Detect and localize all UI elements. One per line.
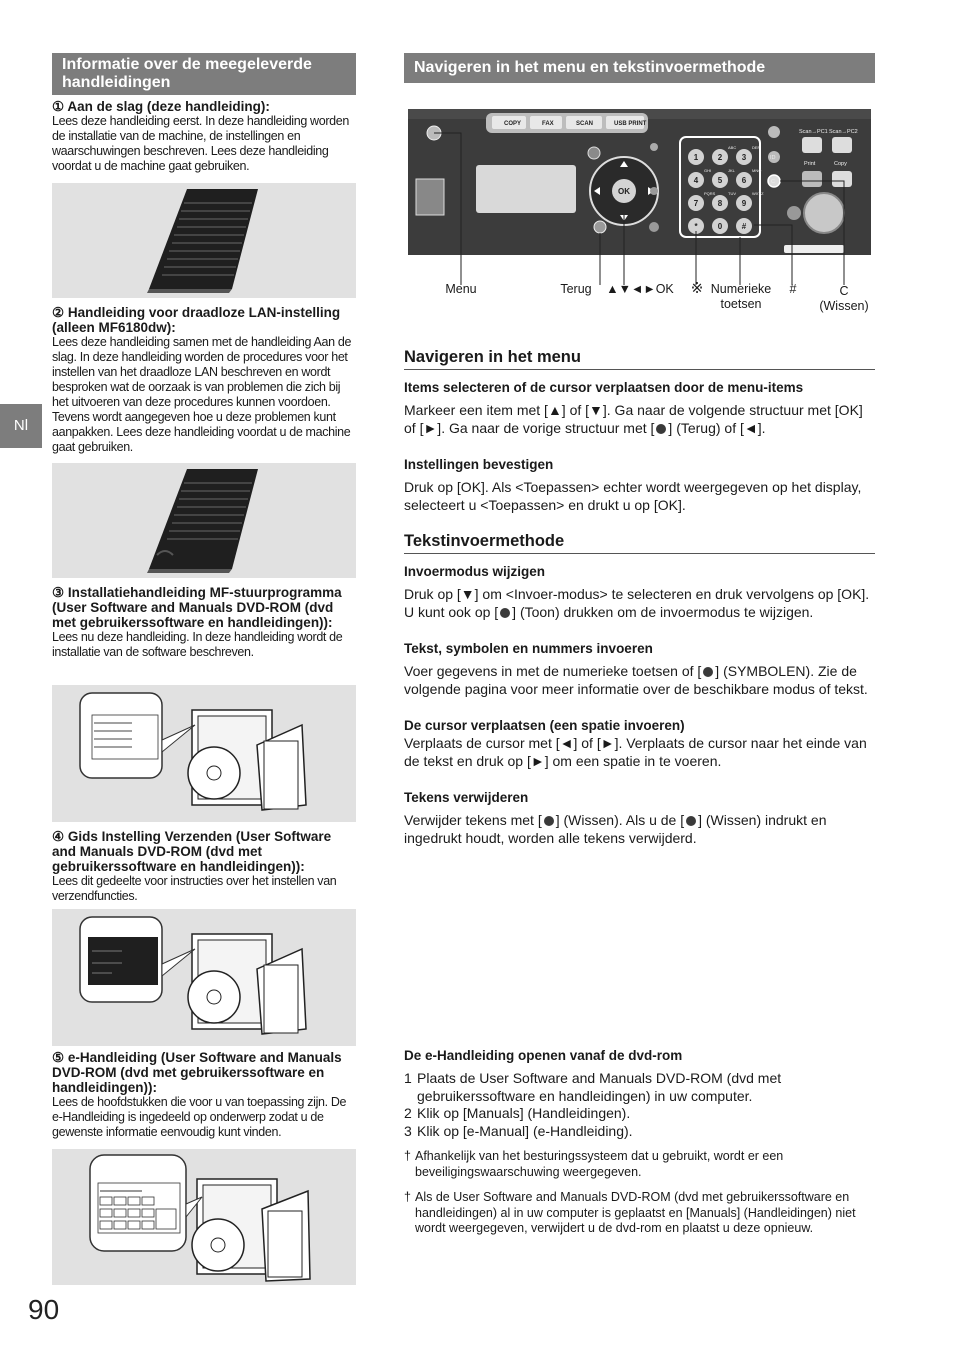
callout-menu: Menu (445, 282, 477, 296)
dvd-step (404, 1070, 875, 1105)
getting-started-booklet-illustration (52, 183, 356, 298)
side-label-scan-pc2: Scan→PC2 (829, 129, 858, 135)
step-text: Klik op [e-Manual] (e-Handleiding). (417, 1122, 633, 1139)
clear-key-icon (544, 816, 554, 826)
manual-entry-3 (52, 585, 356, 660)
mode-label-usb-print: USB PRINT (614, 121, 647, 127)
side-label-scan-pc1: Scan→PC1 (799, 129, 828, 135)
entry-title: ④ Gids Instelling Verzenden (User Software and Manuals DVD-ROM (dvd met gebruikerssoftware en handleidingen)): (52, 829, 332, 874)
manual-entry-1 (52, 99, 356, 174)
entry-title: ② Handleiding voor draadloze LAN-instelling (alleen MF6180dw): (52, 305, 341, 335)
driver-install-illustration (52, 685, 356, 822)
entry-body: Lees deze handleiding samen met de handleiding Aan de slag. In deze handleiding worden de procedures voor het instellen van het draadloze LAN beschreven en wordt besproken wat de oorzaak is van problemen die zich bij het uitvoeren van deze procedures kunnen voordoen. Tevens wordt aangegeven hoe u deze problemen kunt aanpakken. Lees deze handleiding voordat u de machine gaat gebruiken. (52, 335, 352, 454)
nav-section-title: Navigeren in het menu (404, 347, 875, 370)
entry-title: ① Aan de slag (deze handleiding): (52, 99, 270, 114)
text-section-title: Tekstinvoermethode (404, 531, 875, 554)
back-key-icon (656, 424, 666, 434)
nav-text-select: Markeer een item met [▲] of [▼]. Ga naar de volgende structuur met [OK] of [►]. Ga naar de vorige structuur met [ ] (Terug) of [◄]. (404, 402, 863, 436)
callout-back: Terug (560, 282, 592, 296)
step-text: Klik op [Manuals] (Handleidingen). (417, 1105, 631, 1121)
text-body-input: Voer gegevens in met de numerieke toetsen of [ ] (SYMBOLEN). Zie de volgende pagina voor meer informatie over de beschikbare modus of tekst. (404, 663, 868, 697)
note-mark: † (404, 1149, 411, 1163)
keypad-key-letters: TUV (728, 191, 736, 196)
side-label-copy: Copy (834, 161, 847, 167)
entry-body: Lees de hoofdstukken die voor u van toepassing zijn. De e-Handleiding is ingedeeld op onderwerp zodat u de gewenste informatie eenvoudig kunt vinden. (52, 1095, 347, 1139)
symbols-key-icon (703, 667, 713, 677)
dvd-heading: De e-Handleiding openen vanaf de dvd-rom (404, 1048, 683, 1063)
text-heading-delete: Tekens verwijderen (404, 790, 529, 805)
step-text: Plaats de User Software and Manuals DVD-ROM (dvd met gebruikerssoftware en handleidingen) in uw computer. (417, 1070, 782, 1104)
entry-body: Lees deze handleiding eerst. In deze handleiding worden de installatie van de machine, de instellingen en waarschuwingen beschreven. Lees deze handleiding voordat u de machine gaat gebruiken. (52, 114, 349, 173)
mode-label-copy: COPY (504, 121, 522, 127)
callout-lines (404, 107, 875, 287)
keypad-key-letters: MNO (752, 168, 762, 173)
right-section-header: Navigeren in het menu en tekstinvoermethode (404, 53, 875, 83)
note-mark: † (404, 1190, 411, 1204)
dvd-section (404, 1047, 875, 1247)
left-section-header: Informatie over de meegeleverde handleidingen (52, 53, 356, 95)
text-heading-input: Tekst, symbolen en nummers invoeren (404, 641, 653, 656)
side-label-print: Print (804, 161, 816, 167)
note-text: Afhankelijk van het besturingssysteem dat u gebruikt, wordt er een beveiligingswaarschuwing weergegeven. (415, 1149, 784, 1179)
callout-tone: ※ (690, 280, 704, 297)
side-label-c: C (771, 179, 775, 185)
dvd-step (404, 1105, 875, 1123)
manual-entry-5 (52, 1050, 356, 1140)
keypad-key-letters: JKL (728, 168, 735, 173)
callout-hash: # (789, 282, 797, 296)
dvd-notes (404, 1149, 875, 1237)
text-heading-cursor: De cursor verplaatsen (een spatie invoeren) (404, 718, 685, 733)
mode-label-fax: FAX (542, 121, 554, 127)
step-number: 1 (404, 1070, 412, 1086)
step-number: 2 (404, 1105, 412, 1121)
nav-heading-confirm: Instellingen bevestigen (404, 457, 554, 472)
wireless-lan-booklet-illustration (52, 463, 356, 578)
keypad-key-label: 0 (717, 222, 723, 231)
entry-title: ③ Installatiehandleiding MF-stuurprogramma (User Software and Manuals DVD-ROM (dvd met gebruikerssoftware en handleidingen)): (52, 585, 342, 630)
keypad-key-letters: DEF (752, 145, 760, 150)
keypad-key-label: 7 (693, 199, 699, 208)
dvd-step (404, 1123, 875, 1141)
keypad-key-letters: ABC (728, 145, 737, 150)
language-tab: Nl (0, 404, 42, 448)
keypad-key-letters: WXYZ (752, 191, 764, 196)
keypad-key-label: 2 (717, 153, 723, 162)
dvd-note (404, 1149, 875, 1180)
e-manual-illustration (52, 1149, 356, 1285)
text-body-mode: Druk op [▼] om <Invoer-modus> te selecteren en druk vervolgens op [OK]. U kunt ook op [ ] (Toon) drukken om de invoermodus te wijzigen. (404, 586, 870, 620)
keypad-key-label: 6 (741, 176, 747, 185)
keypad-key-label: 1 (693, 153, 699, 162)
manual-entry-4 (52, 829, 356, 904)
callout-numeric-keys: Numerieke toetsen (710, 282, 772, 311)
manual-entry-2 (52, 305, 356, 455)
page-number: 90 (28, 1294, 60, 1325)
nav-section (404, 379, 875, 514)
entry-title: ⑤ e-Handleiding (User Software and Manuals DVD-ROM (dvd met gebruikerssoftware en handleidingen)): (52, 1050, 342, 1095)
keypad-key-label: * (694, 222, 698, 231)
dvd-note (404, 1190, 875, 1237)
callout-clear: C (Wissen) (819, 284, 869, 313)
keypad-key-label: # (741, 222, 747, 231)
keypad-key-label: 4 (693, 176, 699, 185)
clear-key-icon (686, 816, 696, 826)
keypad-key-label: 3 (741, 153, 747, 162)
text-heading-mode: Invoermodus wijzigen (404, 564, 546, 579)
nav-text-confirm: Druk op [OK]. Als <Toepassen> echter wordt weergegeven op het display, selecteert u <Toepassen> en drukt u op [OK]. (404, 479, 862, 513)
callout-arrows-ok: ▲▼◄►OK (606, 282, 674, 296)
text-section (404, 563, 875, 847)
text-body-delete: Verwijder tekens met [ ] (Wissen). Als u de [ ] (Wissen) indrukt en ingedrukt houdt, worden alle tekens verwijderd. (404, 812, 827, 846)
keypad-key-letters: PQRS (704, 191, 716, 196)
keypad-key-label: 8 (717, 199, 723, 208)
nav-heading-select: Items selecteren of de cursor verplaatsen door de menu-items (404, 380, 804, 395)
ok-button-label: OK (618, 187, 630, 196)
tone-key-icon (500, 608, 510, 618)
entry-body: Lees dit gedeelte voor instructies over het instellen van verzendfuncties. (52, 874, 337, 903)
mode-label-scan: SCAN (576, 121, 594, 127)
text-body-cursor: Verplaats de cursor met [◄] of [►]. Verplaats de cursor naar het einde van de tekst en druk op [►] om een spatie in te voeren. (404, 735, 867, 769)
dvd-steps (404, 1070, 875, 1140)
step-number: 3 (404, 1122, 412, 1139)
note-text: Als de User Software and Manuals DVD-ROM (dvd met gebruikerssoftware en handleidingen) al in uw computer is geplaatst en [Manuals] (Handleidingen) niet wordt weergegeven, verwijdert u de dvd-rom en plaatst u deze opnieuw. (415, 1190, 856, 1235)
side-label-id: ID (770, 155, 776, 161)
entry-body: Lees nu deze handleiding. In deze handleiding wordt de installatie van de software beschreven. (52, 630, 343, 659)
keypad-key-letters: GHI (704, 168, 712, 173)
keypad-key-label: 9 (741, 199, 747, 208)
keypad-key-label: 5 (717, 176, 723, 185)
send-setting-illustration (52, 909, 356, 1046)
